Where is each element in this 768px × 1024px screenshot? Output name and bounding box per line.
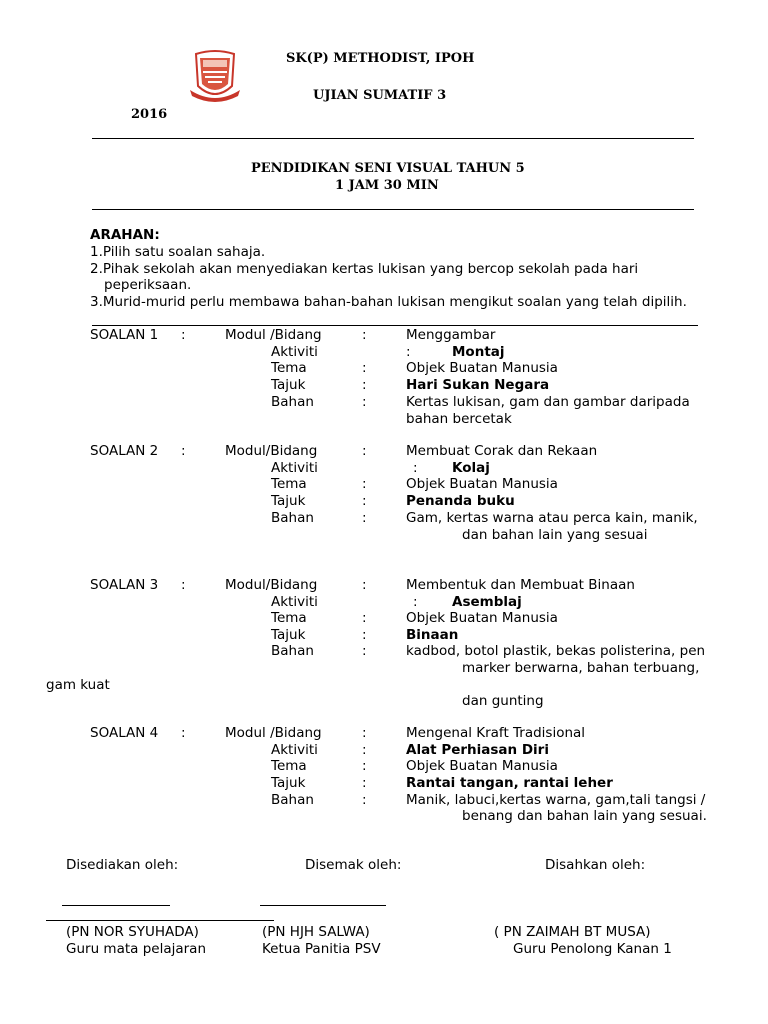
signature-name: (PN HJH SALWA): [262, 924, 370, 940]
modul-value: Mengenal Kraft Tradisional: [406, 725, 586, 741]
bahan-value: marker berwarna, bahan terbuang,: [462, 660, 700, 676]
divider: [92, 138, 694, 139]
aktiviti-value: Alat Perhiasan Diri: [406, 742, 549, 758]
tema-value: Objek Buatan Manusia: [406, 758, 558, 774]
modul-value: Menggambar: [406, 327, 496, 343]
signature-title: Ketua Panitia PSV: [262, 941, 381, 957]
colon: :: [413, 460, 418, 476]
subject-title: PENDIDIKAN SENI VISUAL TAHUN 5: [251, 161, 525, 176]
bahan-value: Kertas lukisan, gam dan gambar daripada: [406, 394, 690, 410]
bahan-value: gam kuat: [46, 677, 110, 693]
colon: :: [181, 577, 186, 593]
tema-value: Objek Buatan Manusia: [406, 610, 558, 626]
colon: :: [362, 643, 367, 659]
bahan-value: dan bahan lain yang sesuai: [462, 527, 648, 543]
tema-label: Tema: [271, 758, 307, 774]
colon: :: [362, 792, 367, 808]
tajuk-label: Tajuk: [271, 493, 306, 509]
tajuk-value: Hari Sukan Negara: [406, 377, 550, 393]
signature-line: [62, 905, 170, 906]
aktiviti-label: Aktiviti: [271, 742, 318, 758]
colon: :: [362, 476, 367, 492]
colon: :: [362, 627, 367, 643]
signature-name: ( PN ZAIMAH BT MUSA): [494, 924, 651, 940]
signature-line: [46, 920, 274, 921]
colon: :: [362, 610, 367, 626]
signature-line: [260, 905, 386, 906]
aktiviti-label: Aktiviti: [271, 460, 318, 476]
bahan-label: Bahan: [271, 394, 314, 410]
bahan-label: Bahan: [271, 510, 314, 526]
colon: :: [181, 443, 186, 459]
duration: 1 JAM 30 MIN: [335, 178, 439, 193]
colon: :: [181, 327, 186, 343]
tajuk-label: Tajuk: [271, 775, 306, 791]
tajuk-value: Binaan: [406, 627, 459, 643]
bahan-label: Bahan: [271, 643, 314, 659]
year: 2016: [131, 107, 168, 122]
colon: :: [362, 493, 367, 509]
tajuk-label: Tajuk: [271, 627, 306, 643]
signature-title: Guru Penolong Kanan 1: [513, 941, 672, 957]
modul-label: Modul/Bidang: [225, 443, 318, 459]
bahan-value: benang dan bahan lain yang sesuai.: [462, 808, 707, 824]
question-label: SOALAN 2: [90, 443, 159, 459]
tema-value: Objek Buatan Manusia: [406, 360, 558, 376]
school-crest-logo: [188, 46, 242, 104]
colon: :: [362, 725, 367, 741]
bahan-value: dan gunting: [462, 693, 544, 709]
signature-role: Disahkan oleh:: [545, 857, 646, 873]
modul-label: Modul/Bidang: [225, 577, 318, 593]
aktiviti-label: Aktiviti: [271, 344, 318, 360]
colon: :: [362, 758, 367, 774]
aktiviti-value: Asemblaj: [452, 594, 522, 610]
school-name: SK(P) METHODIST, IPOH: [286, 51, 475, 66]
instruction-item: 2.Pihak sekolah akan menyediakan kertas lukisan yang bercop sekolah pada hari: [90, 261, 639, 277]
modul-value: Membentuk dan Membuat Binaan: [406, 577, 635, 593]
colon: :: [362, 742, 367, 758]
divider: [92, 209, 694, 210]
instruction-item: peperiksaan.: [104, 277, 192, 293]
modul-value: Membuat Corak dan Rekaan: [406, 443, 598, 459]
colon: :: [413, 594, 418, 610]
signature-title: Guru mata pelajaran: [66, 941, 206, 957]
colon: :: [362, 360, 367, 376]
bahan-value: Gam, kertas warna atau perca kain, manik,: [406, 510, 698, 526]
question-label: SOALAN 1: [90, 327, 159, 343]
aktiviti-value: Kolaj: [452, 460, 490, 476]
colon: :: [362, 377, 367, 393]
bahan-value: bahan bercetak: [406, 411, 512, 427]
signature-role: Disemak oleh:: [305, 857, 402, 873]
modul-label: Modul /Bidang: [225, 327, 322, 343]
colon: :: [362, 775, 367, 791]
colon: :: [362, 443, 367, 459]
tema-label: Tema: [271, 360, 307, 376]
tema-label: Tema: [271, 610, 307, 626]
question-label: SOALAN 3: [90, 577, 159, 593]
divider: [92, 325, 698, 326]
tajuk-value: Rantai tangan, rantai leher: [406, 775, 613, 791]
bahan-value: Manik, labuci,kertas warna, gam,tali tangsi /: [406, 792, 706, 808]
signature-name: (PN NOR SYUHADA): [66, 924, 199, 940]
bahan-value: kadbod, botol plastik, bekas polisterina, pen: [406, 643, 706, 659]
bahan-label: Bahan: [271, 792, 314, 808]
instruction-item: 3.Murid-murid perlu membawa bahan-bahan lukisan mengikut soalan yang telah dipilih.: [90, 294, 687, 310]
colon: :: [181, 725, 186, 741]
tema-label: Tema: [271, 476, 307, 492]
aktiviti-label: Aktiviti: [271, 594, 318, 610]
colon: :: [362, 577, 367, 593]
tajuk-label: Tajuk: [271, 377, 306, 393]
modul-label: Modul /Bidang: [225, 725, 322, 741]
colon: :: [362, 327, 367, 343]
tema-value: Objek Buatan Manusia: [406, 476, 558, 492]
signature-role: Disediakan oleh:: [66, 857, 179, 873]
instructions-heading: ARAHAN:: [90, 227, 160, 243]
question-label: SOALAN 4: [90, 725, 159, 741]
aktiviti-value: Montaj: [452, 344, 505, 360]
tajuk-value: Penanda buku: [406, 493, 515, 509]
test-title: UJIAN SUMATIF 3: [313, 88, 447, 103]
instruction-item: 1.Pilih satu soalan sahaja.: [90, 244, 266, 260]
colon: :: [362, 510, 367, 526]
colon: :: [362, 394, 367, 410]
colon: :: [406, 344, 411, 360]
